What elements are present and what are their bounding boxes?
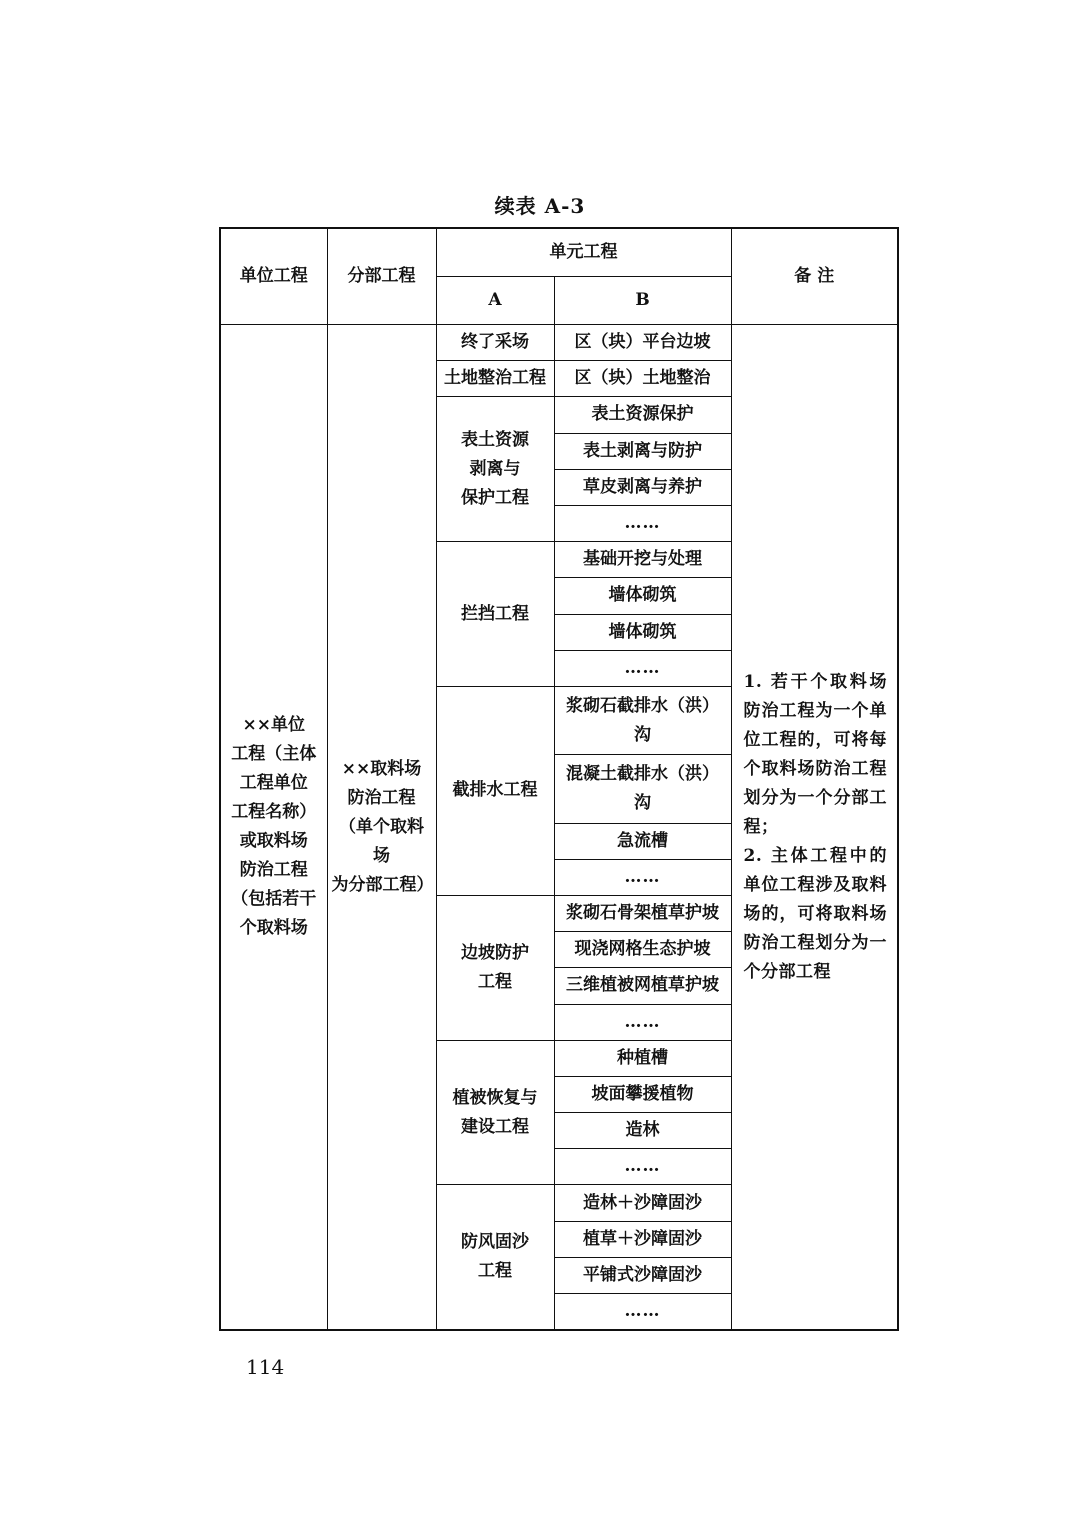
element-b-cell: …… bbox=[554, 1149, 731, 1185]
element-a-line: 截排水工程 bbox=[452, 780, 538, 801]
element-b-cell: 表土剥离与防护 bbox=[554, 433, 731, 469]
element-b-cell: 平铺式沙障固沙 bbox=[554, 1257, 731, 1293]
unit-project-line: （包括若干 bbox=[231, 889, 317, 909]
element-a-line: 拦挡工程 bbox=[461, 603, 529, 624]
element-a-line: 保护工程 bbox=[461, 487, 529, 508]
sub-project-line: 为分部工程） bbox=[331, 874, 434, 895]
header-unit-project: 单位工程 bbox=[220, 228, 327, 325]
element-b-cell: 混凝土截排水（洪）沟 bbox=[554, 755, 731, 823]
element-a-cell bbox=[436, 895, 554, 1040]
spec-table bbox=[219, 227, 899, 1331]
note-cell bbox=[731, 325, 898, 1331]
element-a-line: 终了采场 bbox=[461, 332, 529, 353]
element-b-cell: 坡面攀援植物 bbox=[554, 1076, 731, 1112]
element-a-cell bbox=[436, 325, 554, 361]
element-a-cell bbox=[436, 686, 554, 895]
element-a-cell bbox=[436, 1185, 554, 1330]
element-b-cell: 造林＋沙障固沙 bbox=[554, 1185, 731, 1221]
element-a-line: 剥离与 bbox=[469, 458, 521, 479]
sub-project-line: （单个取料场 bbox=[339, 816, 424, 866]
element-b-cell: 区（块）土地整治 bbox=[554, 361, 731, 397]
sub-project-cell bbox=[327, 325, 436, 1331]
unit-project-cell bbox=[220, 325, 327, 1331]
sub-project-line: ××取料场 bbox=[341, 758, 422, 779]
unit-project-line: 个取料场 bbox=[239, 918, 308, 938]
element-a-line: 土地整治工程 bbox=[444, 368, 546, 389]
element-b-cell: 植草＋沙障固沙 bbox=[554, 1221, 731, 1257]
element-b-cell: 墙体砌筑 bbox=[554, 614, 731, 650]
element-a-cell bbox=[436, 397, 554, 542]
element-b-cell: 造林 bbox=[554, 1113, 731, 1149]
unit-project-line: 工程（主体 bbox=[231, 744, 317, 764]
header-col-b: B bbox=[554, 276, 731, 324]
element-b-cell: …… bbox=[554, 859, 731, 895]
table-row bbox=[220, 325, 898, 361]
page-number: 114 bbox=[246, 1355, 285, 1379]
element-b-cell: 表土资源保护 bbox=[554, 397, 731, 433]
unit-project-line: 工程名称） bbox=[231, 802, 317, 822]
element-b-cell: 草皮剥离与养护 bbox=[554, 469, 731, 505]
header-row bbox=[220, 228, 898, 276]
element-b-cell: 三维植被网植草护坡 bbox=[554, 968, 731, 1004]
element-b-cell: 现浇网格生态护坡 bbox=[554, 932, 731, 968]
unit-project-line: 工程单位 bbox=[239, 773, 308, 793]
note-text: 1. 若干个取料场防治工程为一个单位工程的，可将每个取料场防治工程划分为一个分部工程； 2. 主体工程中的单位工程涉及取料场的，可将取料场防治工程划分为一个分部工程 bbox=[743, 671, 887, 982]
element-b-cell: 墙体砌筑 bbox=[554, 578, 731, 614]
element-b-cell: 区（块）平台边坡 bbox=[554, 325, 731, 361]
element-a-line: 工程 bbox=[478, 971, 512, 992]
page-title: 续表 A-3 bbox=[494, 194, 586, 218]
element-b-cell: …… bbox=[554, 650, 731, 686]
element-a-cell bbox=[436, 1040, 554, 1185]
element-b-cell: 浆砌石骨架植草护坡 bbox=[554, 895, 731, 931]
header-note: 备 注 bbox=[731, 228, 898, 325]
element-a-line: 建设工程 bbox=[461, 1116, 529, 1137]
element-b-cell: 浆砌石截排水（洪）沟 bbox=[554, 686, 731, 754]
element-a-line: 防风固沙 bbox=[461, 1232, 529, 1253]
header-col-a: A bbox=[436, 276, 554, 324]
element-a-line: 植被恢复与 bbox=[452, 1087, 538, 1108]
element-a-cell bbox=[436, 542, 554, 687]
element-a-line: 边坡防护 bbox=[461, 942, 529, 963]
element-a-line: 工程 bbox=[478, 1261, 512, 1282]
element-b-cell: 急流槽 bbox=[554, 823, 731, 859]
unit-project-line: 防治工程 bbox=[239, 860, 308, 880]
element-b-cell: …… bbox=[554, 1004, 731, 1040]
element-b-cell: 基础开挖与处理 bbox=[554, 542, 731, 578]
element-b-cell: …… bbox=[554, 505, 731, 541]
unit-project-line: ××单位 bbox=[242, 715, 305, 735]
header-sub-project: 分部工程 bbox=[327, 228, 436, 325]
element-b-cell: …… bbox=[554, 1294, 731, 1330]
sub-project-line: 防治工程 bbox=[347, 787, 416, 808]
unit-project-line: 或取料场 bbox=[239, 831, 308, 851]
header-element-project: 单元工程 bbox=[436, 228, 731, 276]
element-b-cell: 种植槽 bbox=[554, 1040, 731, 1076]
element-a-cell bbox=[436, 361, 554, 397]
element-a-line: 表土资源 bbox=[461, 429, 529, 450]
